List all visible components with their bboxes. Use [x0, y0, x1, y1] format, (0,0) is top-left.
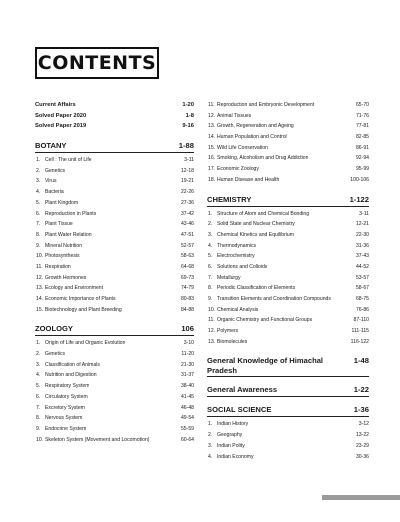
toc-entry-pages: 71-76	[355, 112, 369, 119]
toc-entry-title: Organic Chemistry and Functional Groups	[217, 317, 313, 324]
toc-entry-title: Respiration	[45, 263, 71, 270]
toc-entry-title: Indian Economy	[217, 453, 254, 460]
left-column	[35, 100, 194, 445]
toc-entry-label	[208, 230, 294, 241]
toc-entry-pages: 86-91	[355, 144, 369, 151]
toc-entry	[35, 100, 194, 111]
toc-entry-label	[208, 111, 251, 122]
toc-entry-title: Polymers	[217, 328, 239, 335]
toc-entry-pages: 22-26	[180, 189, 194, 196]
toc-entry-pages: 68-75	[355, 296, 369, 302]
toc-entry-label	[208, 430, 242, 441]
toc-entry-number: 3.	[36, 178, 41, 185]
toc-entry-number: 15.	[36, 306, 44, 313]
toc-entry-pages: 12-18	[180, 167, 194, 174]
toc-entry	[207, 175, 369, 186]
toc-entry	[207, 153, 369, 164]
toc-entry-label	[208, 143, 268, 154]
toc-entry-label	[208, 452, 254, 463]
toc-entry	[207, 305, 369, 316]
toc-entry-label	[208, 241, 256, 252]
toc-entry-title: Classification of Animals	[45, 361, 100, 368]
toc-entry-pages: 60-64	[180, 436, 194, 443]
zoology-heading-label: ZOOLOGY	[35, 324, 73, 334]
toc-entry	[35, 111, 194, 122]
toc-entry-title: Excretory System	[45, 404, 85, 411]
toc-entry-label	[36, 403, 85, 414]
toc-entry-pages: 52-57	[180, 242, 194, 249]
toc-entry-pages: 11-20	[181, 351, 194, 358]
toc-entry-number: 1.	[208, 421, 213, 428]
toc-entry	[35, 392, 194, 403]
toc-entry-title: Respiratory System	[45, 383, 90, 390]
toc-entry-label	[208, 175, 279, 186]
toc-entry-title: Human Disease and Health	[217, 176, 280, 183]
toc-entry-title: Photosynthesis	[45, 253, 80, 260]
toc-entry-label	[35, 111, 86, 122]
toc-entry-label	[208, 273, 241, 284]
toc-entry-title: Reproduction in Plants	[45, 210, 97, 217]
toc-entry-label	[208, 337, 247, 348]
toc-entry-label	[36, 251, 80, 262]
toc-entry-label	[36, 349, 65, 360]
toc-entry	[35, 241, 194, 252]
toc-entry-title: Periodic Classification of Elements	[217, 285, 296, 292]
toc-entry	[35, 360, 194, 371]
toc-entry-number: 2.	[208, 432, 213, 439]
chemistry-heading-label: CHEMISTRY	[207, 194, 252, 204]
toc-entry-pages: 3-10	[183, 340, 194, 347]
toc-entry-label	[36, 209, 96, 220]
toc-entry	[35, 187, 194, 198]
toc-entry-number: 10.	[36, 253, 44, 260]
toc-entry-number: 4.	[208, 242, 213, 249]
toc-entry-pages: 64-68	[180, 263, 194, 270]
toc-entry-title: Solved Paper 2019	[35, 123, 87, 130]
toc-entry	[35, 294, 194, 305]
botany-heading-label: BOTANY	[35, 141, 67, 151]
toc-entry	[207, 262, 369, 273]
toc-entry-label	[208, 419, 248, 430]
toc-entry-pages: 27-36	[180, 199, 194, 206]
toc-entry-label	[36, 166, 65, 177]
toc-entry	[35, 413, 194, 424]
toc-entry-title: Biotechnology and Plant Breeding	[45, 306, 122, 313]
toc-entry-title: Nervous System	[45, 415, 83, 422]
toc-entry-number: 8.	[208, 285, 213, 292]
zoology-heading	[35, 323, 194, 336]
toc-entry-pages: 49-54	[180, 415, 194, 422]
toc-entry	[35, 435, 194, 446]
gk-himachal-heading-pages: 1-48	[353, 356, 369, 366]
zoology-list	[35, 338, 194, 445]
toc-entry-pages: 46-48	[180, 404, 194, 411]
toc-entry-pages: 82-85	[355, 134, 369, 141]
front-matter-list	[35, 100, 194, 132]
toc-entry-pages: 31-37	[180, 372, 194, 379]
toc-entry-title: Growth, Regeneration and Ageing	[217, 123, 294, 130]
toc-entry-label	[36, 305, 122, 316]
toc-entry-pages: 76-86	[355, 306, 369, 313]
toc-entry-title: Bacteria	[45, 189, 64, 196]
toc-entry-label	[208, 100, 314, 111]
toc-entry-pages: 65-70	[355, 102, 369, 108]
toc-entry-number: 9.	[208, 296, 213, 302]
toc-entry	[35, 176, 194, 187]
toc-entry	[207, 230, 369, 241]
toc-entry-label	[35, 121, 86, 132]
zoology-continued-list	[207, 100, 369, 186]
toc-entry-label	[36, 198, 78, 209]
toc-entry-label	[208, 294, 331, 305]
toc-entry-number: 7.	[36, 404, 41, 411]
toc-entry	[35, 403, 194, 414]
toc-entry-number: 2.	[36, 167, 41, 174]
toc-entry-title: Chemical Kinetics and Equilibrium	[217, 231, 295, 238]
toc-entry	[35, 262, 194, 273]
toc-entry-title: Plant Water Relation	[45, 231, 92, 238]
toc-entry-label	[36, 219, 73, 230]
toc-entry-title: Metallurgy	[217, 274, 241, 281]
toc-entry-label	[36, 230, 92, 241]
toc-entry-title: Indian Polity	[217, 442, 245, 449]
toc-entry	[207, 419, 369, 430]
toc-entry	[207, 337, 369, 348]
toc-entry-label	[36, 370, 97, 381]
toc-entry-number: 15.	[208, 144, 216, 151]
toc-entry-number: 4.	[36, 189, 41, 196]
toc-entry-pages: 31-36	[355, 242, 369, 249]
toc-entry-title: Nutrition and Digestion	[45, 372, 97, 379]
right-column	[207, 100, 369, 462]
toc-entry-pages: 58-63	[180, 253, 194, 260]
social-science-heading	[207, 404, 369, 417]
toc-entry-number: 4.	[208, 453, 213, 460]
toc-entry-label	[208, 219, 295, 230]
toc-entry	[35, 121, 194, 132]
toc-entry-title: Virus	[45, 178, 57, 185]
toc-entry-pages: 111-115	[351, 328, 369, 335]
toc-entry-number: 17.	[208, 166, 216, 173]
toc-entry-label	[36, 176, 57, 187]
toc-entry-label	[36, 187, 64, 198]
toc-entry-number: 3.	[208, 231, 213, 238]
toc-entry-number: 9.	[36, 242, 41, 249]
toc-entry-pages: 3-11	[184, 157, 194, 164]
toc-entry-pages: 87-110	[353, 317, 369, 324]
toc-entry-title: Solutions and Colloids	[217, 263, 268, 270]
chemistry-heading	[207, 194, 369, 207]
toc-entry-pages: 92-94	[355, 155, 369, 162]
toc-entry	[207, 452, 369, 463]
toc-entry-number: 7.	[208, 274, 213, 281]
toc-entry-title: Economic Zoology	[217, 166, 259, 173]
toc-entry-label	[36, 294, 116, 305]
toc-entry-pages: 38-40	[180, 383, 194, 390]
toc-entry	[35, 155, 194, 166]
toc-entry-pages: 53-57	[355, 274, 369, 281]
general-awareness-heading	[207, 384, 369, 397]
page-footer-bar	[322, 495, 400, 500]
toc-entry-label	[208, 153, 308, 164]
toc-entry	[35, 349, 194, 360]
toc-entry-title: Economic Importance of Plants	[45, 296, 116, 302]
toc-entry-number: 5.	[208, 253, 213, 260]
toc-entry-title: Genetics	[45, 351, 66, 358]
toc-entry-number: 3.	[208, 442, 213, 449]
toc-entry-label	[208, 164, 259, 175]
toc-entry	[207, 251, 369, 262]
toc-entry-number: 8.	[36, 415, 41, 422]
toc-entry-label	[208, 441, 245, 452]
toc-entry-title: Animal Tissues	[217, 112, 252, 119]
toc-entry-number: 18.	[208, 176, 216, 183]
toc-entry-label	[36, 338, 125, 349]
toc-entry-pages: 95-99	[355, 166, 369, 173]
toc-entry-number: 2.	[208, 221, 213, 228]
toc-entry-title: Reproduction and Embryonic Development	[217, 102, 315, 108]
toc-entry-title: Wild Life Conservation	[217, 144, 268, 151]
social-science-heading-pages: 1-36	[353, 405, 369, 415]
toc-entry-number: 14.	[36, 296, 44, 302]
toc-entry	[35, 251, 194, 262]
toc-entry-label	[36, 413, 82, 424]
toc-entry-title: Mineral Nutrition	[45, 242, 83, 249]
toc-entry-pages: 1-20	[182, 102, 194, 108]
toc-entry-pages: 22-30	[355, 231, 369, 238]
toc-entry-label	[208, 305, 258, 316]
toc-entry-pages: 58-67	[355, 285, 369, 292]
toc-entry-label	[36, 155, 92, 166]
toc-entry-number: 10.	[208, 306, 216, 313]
toc-entry-number: 3.	[36, 361, 41, 368]
toc-entry-number: 7.	[36, 221, 41, 228]
toc-entry-number: 8.	[36, 231, 41, 238]
toc-entry-pages: 84-88	[180, 306, 194, 313]
toc-entry-pages: 30-36	[355, 453, 369, 460]
toc-entry	[35, 219, 194, 230]
toc-entry-number: 5.	[36, 383, 41, 390]
toc-entry-pages: 100-106	[350, 176, 369, 183]
toc-entry	[35, 198, 194, 209]
toc-entry-pages: 12-21	[355, 221, 369, 228]
toc-entry-title: Structure of Atom and Chemical Bonding	[217, 210, 310, 217]
toc-entry-number: 13.	[208, 123, 216, 130]
toc-entry-label	[35, 100, 76, 111]
toc-entry-pages: 44-52	[355, 263, 369, 270]
toc-entry	[35, 381, 194, 392]
toc-entry-pages: 3-12	[358, 421, 369, 428]
toc-entry-number: 12.	[208, 112, 216, 119]
toc-entry-pages: 3-11	[359, 210, 369, 217]
toc-entry-pages: 41-45	[180, 393, 194, 400]
toc-entry-title: Cell : The unit of Life	[45, 157, 92, 164]
page-title: CONTENTS	[37, 52, 157, 74]
toc-entry	[207, 219, 369, 230]
toc-entry-number: 4.	[36, 372, 41, 379]
toc-entry-title: Ecology and Environment	[45, 285, 104, 292]
toc-entry-number: 11.	[36, 263, 43, 270]
toc-entry-label	[208, 326, 238, 337]
toc-entry-label	[36, 435, 149, 446]
toc-entry-pages: 69-73	[180, 274, 194, 281]
toc-entry-title: Human Population and Control	[217, 134, 287, 141]
toc-entry-number: 12.	[208, 328, 216, 335]
toc-entry-number: 5.	[36, 199, 41, 206]
toc-entry-number: 13.	[208, 338, 216, 345]
toc-entry-title: Endocrine System	[45, 425, 87, 432]
toc-entry-title: Origin of Life and Organic Evolution	[45, 340, 126, 347]
toc-entry-title: Growth Hormones	[45, 274, 87, 281]
toc-entry-pages: 47-51	[180, 231, 194, 238]
toc-entry-label	[36, 241, 82, 252]
toc-entry	[207, 132, 369, 143]
chemistry-list	[207, 209, 369, 348]
toc-entry-title: Thermodynamics	[217, 242, 257, 249]
toc-entry	[35, 305, 194, 316]
toc-entry-number: 1.	[208, 210, 213, 217]
toc-entry-number: 9.	[36, 425, 41, 432]
toc-entry-label	[36, 392, 88, 403]
toc-entry-title: Solved Paper 2020	[35, 112, 87, 119]
toc-entry	[207, 430, 369, 441]
toc-entry-pages: 21-30	[180, 361, 194, 368]
toc-entry-label	[208, 283, 295, 294]
toc-entry	[207, 143, 369, 154]
toc-entry-number: 1.	[36, 157, 41, 164]
general-awareness-heading-pages: 1-22	[353, 385, 369, 395]
toc-entry	[207, 100, 369, 111]
toc-entry	[35, 230, 194, 241]
toc-entry-title: Current Affairs	[35, 102, 76, 108]
toc-entry-label	[208, 132, 287, 143]
toc-entry-pages: 80-83	[180, 296, 194, 302]
toc-entry-pages: 23-29	[355, 442, 369, 449]
toc-entry-number: 11.	[208, 102, 215, 108]
social-science-heading-label: SOCIAL SCIENCE	[207, 405, 272, 415]
toc-entry	[207, 241, 369, 252]
toc-entry-title: Plant Tissue	[45, 221, 73, 228]
toc-entry	[207, 164, 369, 175]
toc-entry-label	[36, 360, 100, 371]
toc-entry-number: 6.	[36, 393, 41, 400]
zoology-heading-pages: 106	[181, 324, 194, 334]
toc-entry-title: Skeleton System (Movement and Locomotion)	[45, 436, 150, 443]
toc-entry-title: Transition Elements and Coordination Compounds	[217, 296, 331, 302]
toc-entry-label	[36, 262, 71, 273]
toc-entry-pages: 116-122	[350, 338, 369, 345]
toc-entry	[35, 338, 194, 349]
toc-entry-number: 1.	[36, 340, 41, 347]
toc-entry-pages: 9-16	[182, 123, 194, 130]
toc-entry-label	[36, 424, 86, 435]
toc-entry	[35, 283, 194, 294]
toc-entry-pages: 77-81	[355, 123, 369, 130]
toc-entry	[207, 111, 369, 122]
toc-entry	[207, 441, 369, 452]
toc-entry-pages: 37-42	[180, 210, 194, 217]
toc-entry	[207, 315, 369, 326]
toc-entry-label	[208, 315, 312, 326]
toc-entry-title: Genetics	[45, 167, 66, 174]
toc-entry-number: 14.	[208, 134, 216, 141]
toc-entry	[207, 283, 369, 294]
toc-entry-number: 6.	[208, 263, 213, 270]
toc-entry-label	[36, 283, 103, 294]
toc-entry-title: Plant Kingdom	[45, 199, 79, 206]
botany-list	[35, 155, 194, 315]
toc-entry-label	[208, 121, 294, 132]
toc-entry	[35, 273, 194, 284]
toc-entry-title: Solid State and Nuclear Chemistry	[217, 221, 295, 228]
toc-entry-label	[208, 209, 309, 220]
toc-entry-pages: 43-46	[180, 221, 194, 228]
toc-entry	[207, 209, 369, 220]
toc-entry	[207, 294, 369, 305]
toc-entry-label	[208, 251, 255, 262]
toc-entry-number: 2.	[36, 351, 41, 358]
toc-entry-title: Biomolecules	[217, 338, 248, 345]
toc-entry-title: Circulatory System	[45, 393, 88, 400]
toc-entry	[35, 166, 194, 177]
toc-entry-title: Indian History	[217, 421, 249, 428]
gk-himachal-heading	[207, 355, 369, 377]
toc-entry-title: Smoking, Alcoholism and Drug Addiction	[217, 155, 309, 162]
botany-heading-pages: 1-88	[178, 141, 194, 151]
toc-entry-label	[208, 262, 267, 273]
toc-entry-title: Geography	[217, 432, 243, 439]
chemistry-heading-pages: 1-122	[349, 194, 369, 204]
toc-entry-number: 13.	[36, 285, 44, 292]
toc-entry-number: 11.	[208, 317, 215, 324]
toc-entry-number: 16.	[208, 155, 216, 162]
toc-entry-pages: 37-43	[355, 253, 369, 260]
toc-entry-label	[36, 273, 86, 284]
toc-entry-number: 12.	[36, 274, 44, 281]
toc-entry	[35, 370, 194, 381]
gk-himachal-heading-label: General Knowledge of Himachal Pradesh	[207, 356, 324, 375]
toc-entry-pages: 74-79	[180, 285, 194, 292]
toc-entry-title: Electrochemistry	[217, 253, 255, 260]
toc-entry-pages: 55-59	[180, 425, 194, 432]
botany-heading	[35, 140, 194, 153]
toc-entry-label	[36, 381, 89, 392]
toc-entry	[207, 326, 369, 337]
toc-entry-pages: 19-21	[180, 178, 194, 185]
toc-entry-title: Chemical Analysis	[217, 306, 259, 313]
toc-entry	[207, 121, 369, 132]
contents-title-box	[35, 47, 159, 79]
general-awareness-heading-label: General Awareness	[207, 385, 278, 395]
toc-entry-pages: 1-8	[185, 112, 194, 119]
toc-entry-number: 10.	[36, 436, 44, 443]
toc-entry	[207, 273, 369, 284]
toc-entry	[35, 424, 194, 435]
social-science-list	[207, 419, 369, 462]
toc-entry-pages: 13-22	[355, 432, 369, 439]
toc-entry	[35, 209, 194, 220]
toc-entry-number: 6.	[36, 210, 41, 217]
